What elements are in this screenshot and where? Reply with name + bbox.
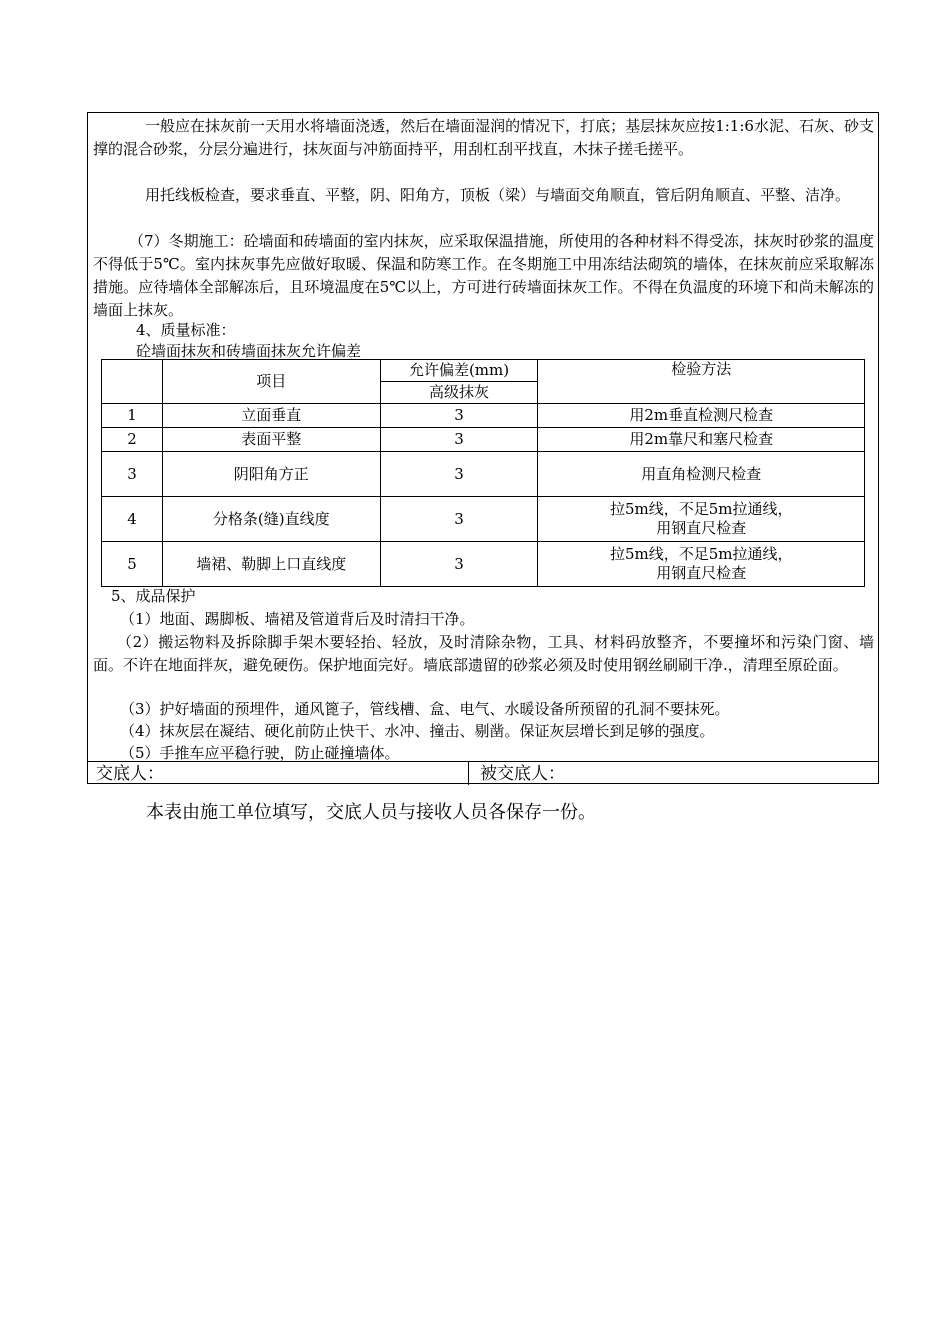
row-tolerance: 3	[380, 452, 538, 497]
paragraph-winter: （7）冬期施工：砼墙面和砖墙面的室内抹灰，应采取保温措施，所使用的各种材料不得受冻，抹灰时砂浆的温度不得低于5℃。室内抹灰事先应做好取暖、保温和防寒工作。在冬期施工中用冻结法砌筑的墙体，在抹灰前应采取解冻措施。应待墙体全部解冻后，且环境温度在5℃以上，方可进行砖墙面抹灰工作。不得在负温度的环境下和尚未解冻的墙面上抹灰。	[93, 232, 874, 319]
row-tolerance: 3	[380, 497, 538, 542]
row-tolerance: 3	[380, 542, 538, 587]
protection-item-3: （3）护好墙面的预埋件，通风篦子，管线槽、盒、电气、水暖设备所预留的孔洞不要抹死。	[120, 700, 730, 718]
protection-item-4: （4）抹灰层在凝结、硬化前防止快干、水冲、撞击、剔凿。保证灰层增长到足够的强度。	[120, 722, 715, 740]
header-method: 检验方法	[538, 360, 865, 404]
footnote: 本表由施工单位填写，交底人员与接收人员各保存一份。	[146, 802, 596, 823]
row-method: 用2m靠尺和塞尺检查	[538, 428, 865, 452]
header-no	[102, 360, 163, 404]
table-row	[102, 404, 865, 428]
row-item: 阴阳角方正	[162, 452, 380, 497]
table-row	[102, 542, 865, 587]
row-no: 3	[102, 452, 163, 497]
row-item: 墙裙、勒脚上口直线度	[162, 542, 380, 587]
row-no: 1	[102, 404, 163, 428]
row-tolerance: 3	[380, 404, 538, 428]
header-item: 项目	[162, 360, 380, 404]
deviation-table	[101, 359, 865, 587]
signature-divider	[468, 762, 469, 785]
row-item: 立面垂直	[162, 404, 380, 428]
header-grade: 高级抹灰	[380, 382, 538, 404]
row-item: 分格条(缝)直线度	[162, 497, 380, 542]
row-no: 2	[102, 428, 163, 452]
protection-item-5: （5）手推车应平稳行驶，防止碰撞墙体。	[120, 744, 400, 762]
table-row	[102, 497, 865, 542]
section-product-protection: 5、成品保护	[111, 587, 196, 605]
protection-item-1: （1）地面、踢脚板、墙裙及管道背后及时清扫干净。	[120, 610, 475, 628]
row-method: 用直角检测尺检查	[538, 452, 865, 497]
header-tolerance: 允许偏差(mm)	[380, 360, 538, 382]
protection-item-2: （2）搬运物料及拆除脚手架木要轻抬、轻放，及时清除杂物，工具、材料码放整齐，不要撞坏和污染门窗、墙面。不许在地面拌灰，避免硬伤。保护地面完好。墙底部遗留的砂浆必须及时使用钢丝刷刷干净.，清理至原砼面。	[93, 633, 874, 674]
signature-row	[88, 761, 878, 785]
discloser-label: 交底人：	[96, 764, 164, 784]
row-no: 5	[102, 542, 163, 587]
disclosure-form	[87, 112, 879, 784]
section-quality-standard: 4、质量标准：	[136, 321, 236, 339]
paragraph-plastering: 一般应在抹灰前一天用水将墙面浇透，然后在墙面湿润的情况下，打底；基层抹灰应按1:1:6水泥、石灰、砂支撑的混合砂浆，分层分遍进行，抹灰面与冲筋面持平，用刮杠刮平找直，木抹子搓毛搓平。	[93, 117, 874, 158]
table-row	[102, 452, 865, 497]
recipient-label: 被交底人：	[480, 764, 565, 784]
row-tolerance: 3	[380, 428, 538, 452]
row-method: 拉5m线，不足5m拉通线， 用钢直尺检查	[538, 542, 865, 587]
table-row	[102, 428, 865, 452]
row-method: 拉5m线，不足5m拉通线， 用钢直尺检查	[538, 497, 865, 542]
paragraph-inspection: 用托线板检查，要求垂直、平整，阴、阳角方，顶板（梁）与墙面交角顺直，管后阴角顺直、平整、洁净。	[145, 186, 851, 204]
table-title: 砼墙面抹灰和砖墙面抹灰允许偏差	[136, 342, 362, 360]
row-method: 用2m垂直检测尺检查	[538, 404, 865, 428]
row-item: 表面平整	[162, 428, 380, 452]
row-no: 4	[102, 497, 163, 542]
